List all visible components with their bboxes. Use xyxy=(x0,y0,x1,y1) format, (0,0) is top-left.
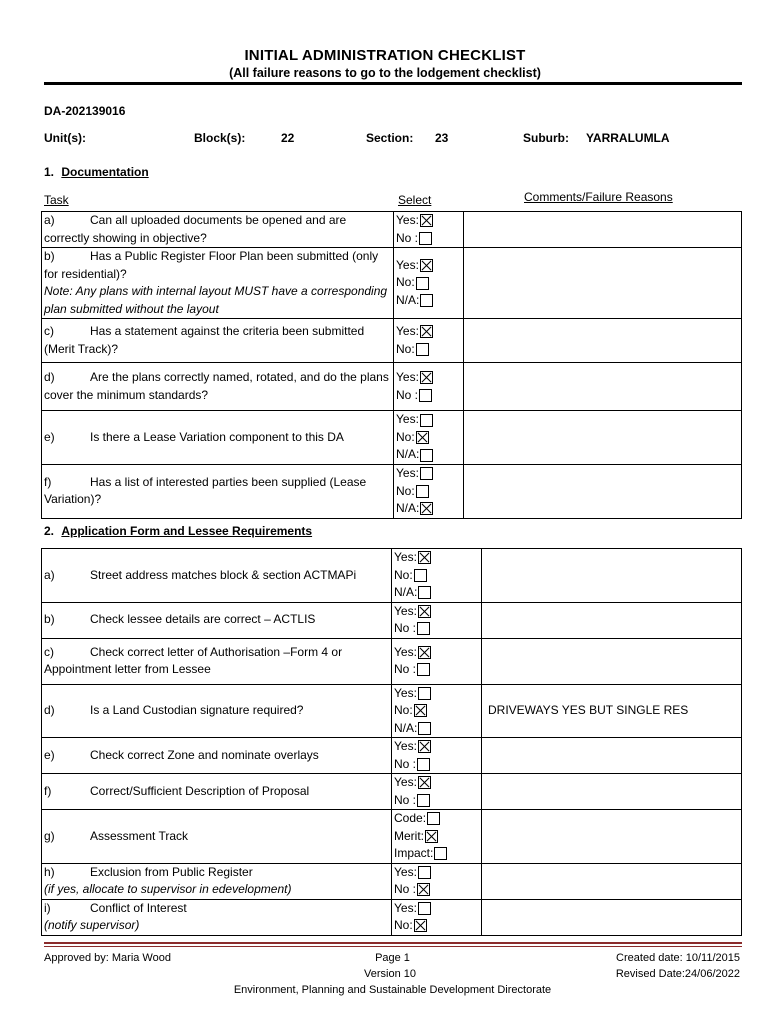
da-number: DA-202139016 xyxy=(44,104,126,118)
comment-cell[interactable] xyxy=(464,411,742,465)
select-cell xyxy=(394,319,464,363)
documentation-table xyxy=(41,211,742,519)
task-letter: b) xyxy=(44,249,55,263)
task-letter: f) xyxy=(44,783,52,798)
task-text: Assessment Track xyxy=(90,828,189,843)
option-label: Code: xyxy=(394,811,427,825)
option-label: Yes: xyxy=(396,412,419,427)
task-cell xyxy=(42,363,394,411)
checked-checkbox[interactable] xyxy=(414,704,427,717)
section1-title: Documentation xyxy=(61,165,149,179)
unchecked-checkbox[interactable] xyxy=(416,485,429,498)
option-label: No: xyxy=(396,429,415,444)
task-text: Conflict of Interest xyxy=(90,900,187,915)
option-label: Yes: xyxy=(394,739,417,753)
select-option xyxy=(394,620,481,638)
comment-cell[interactable] xyxy=(464,363,742,411)
select-option xyxy=(396,369,463,387)
page-number: Page 1 xyxy=(375,952,410,964)
checklist-row xyxy=(42,738,742,774)
select-option xyxy=(394,756,481,774)
task-text: Street address matches block & section ACTMAPi xyxy=(90,567,357,582)
option-label: No: xyxy=(396,341,415,356)
task-text: Check correct letter of Authorisation –Form 4 or Appointment letter from Lessee xyxy=(44,644,343,676)
checklist-row xyxy=(42,863,742,899)
task-text: Is a Land Custodian signature required? xyxy=(90,703,304,717)
option-label: N/A: xyxy=(396,447,420,462)
footer-rule-thin xyxy=(44,946,742,947)
task-text: Check correct Zone and nominate overlays xyxy=(90,747,319,762)
select-option xyxy=(396,429,463,447)
select-option xyxy=(394,900,481,918)
footer-rule xyxy=(44,942,742,944)
created-date: Created date: 10/11/2015 xyxy=(616,952,740,964)
select-option xyxy=(394,881,481,899)
checked-checkbox[interactable] xyxy=(420,214,433,227)
task-text: Can all uploaded documents be opened and are correctly showing in objective? xyxy=(44,213,347,245)
document-subtitle: (All failure reasons to go to the lodgement checklist) xyxy=(229,66,541,80)
checklist-row xyxy=(42,319,742,363)
unchecked-checkbox[interactable] xyxy=(417,663,430,676)
option-label: No: xyxy=(394,567,413,582)
option-label: Yes: xyxy=(394,685,417,700)
option-label: Impact: xyxy=(394,846,434,860)
select-option xyxy=(396,323,463,341)
unchecked-checkbox[interactable] xyxy=(418,722,431,735)
select-option xyxy=(396,292,463,310)
checklist-row xyxy=(42,638,742,684)
task-cell xyxy=(42,638,392,684)
option-label: No : xyxy=(394,882,417,896)
task-text: Has a list of interested parties been supplied (Lease Variation)? xyxy=(44,474,367,507)
select-option xyxy=(396,483,463,501)
select-option xyxy=(394,864,481,882)
unchecked-checkbox[interactable] xyxy=(420,294,433,307)
select-option xyxy=(396,274,463,292)
option-label: Yes: xyxy=(396,213,419,227)
task-letter: a) xyxy=(44,567,55,582)
unchecked-checkbox[interactable] xyxy=(417,794,430,807)
comment-cell[interactable] xyxy=(482,899,742,935)
section-label: Section: xyxy=(366,131,414,145)
select-cell xyxy=(394,248,464,319)
task-cell xyxy=(42,549,392,603)
select-option xyxy=(394,661,481,679)
comment-cell[interactable] xyxy=(464,465,742,519)
task-letter: c) xyxy=(44,644,54,659)
option-label: Yes: xyxy=(394,550,417,564)
task-letter: d) xyxy=(44,703,55,717)
option-label: Yes: xyxy=(394,775,417,789)
select-cell xyxy=(394,411,464,465)
approved-by: Approved by: Maria Wood xyxy=(44,952,171,964)
task-letter: e) xyxy=(44,747,55,762)
select-cell xyxy=(394,363,464,411)
comment-cell[interactable] xyxy=(482,549,742,603)
suburb-value: YARRALUMLA xyxy=(586,131,670,145)
task-note: (if yes, allocate to supervisor in edevelopment) xyxy=(44,882,292,896)
checked-checkbox[interactable] xyxy=(414,919,427,932)
task-cell xyxy=(42,319,394,363)
select-option xyxy=(396,411,463,429)
checked-checkbox[interactable] xyxy=(418,776,431,789)
comment-cell[interactable] xyxy=(464,212,742,248)
version: Version 10 xyxy=(364,968,416,980)
checklist-row xyxy=(42,248,742,319)
checked-checkbox[interactable] xyxy=(418,551,431,564)
title-rule xyxy=(44,82,742,85)
select-option xyxy=(394,774,481,792)
option-label: No : xyxy=(396,387,419,402)
task-cell xyxy=(42,248,394,319)
unchecked-checkbox[interactable] xyxy=(434,847,447,860)
checklist-row xyxy=(42,810,742,864)
select-option xyxy=(396,387,463,405)
unchecked-checkbox[interactable] xyxy=(418,902,431,915)
select-cell xyxy=(392,738,482,774)
checklist-row xyxy=(42,465,742,519)
col-select-header: Select xyxy=(398,193,432,207)
option-label: No: xyxy=(394,703,413,717)
select-cell xyxy=(392,810,482,864)
unchecked-checkbox[interactable] xyxy=(417,758,430,771)
task-cell xyxy=(42,738,392,774)
select-option xyxy=(396,257,463,275)
checked-checkbox[interactable] xyxy=(420,259,433,272)
comment-cell[interactable] xyxy=(482,602,742,638)
task-letter: e) xyxy=(44,429,55,444)
task-letter: i) xyxy=(44,900,51,915)
task-note: (notify supervisor) xyxy=(44,918,140,932)
unchecked-checkbox[interactable] xyxy=(420,449,433,462)
option-label: N/A: xyxy=(394,720,418,735)
select-cell xyxy=(392,774,482,810)
task-text: Are the plans correctly named, rotated, and do the plans cover the minimum standards? xyxy=(44,370,389,402)
checklist-row xyxy=(42,899,742,935)
blocks-value: 22 xyxy=(281,131,295,145)
unchecked-checkbox[interactable] xyxy=(420,467,433,480)
option-label: Yes: xyxy=(396,257,419,272)
comment-cell[interactable] xyxy=(482,810,742,864)
task-cell xyxy=(42,602,392,638)
select-cell xyxy=(392,899,482,935)
task-cell xyxy=(42,684,392,738)
option-label: N/A: xyxy=(396,292,420,307)
comment-cell[interactable] xyxy=(482,774,742,810)
task-text: Check lessee details are correct – ACTLIS xyxy=(90,612,316,627)
task-letter: g) xyxy=(44,828,55,843)
task-letter: c) xyxy=(44,324,54,338)
unchecked-checkbox[interactable] xyxy=(416,277,429,290)
application-rows xyxy=(42,549,742,936)
task-letter: f) xyxy=(44,474,52,489)
units-label: Unit(s): xyxy=(44,131,86,145)
task-text: Is there a Lease Variation component to this DA xyxy=(90,429,344,444)
select-option xyxy=(394,845,481,863)
comment-cell[interactable] xyxy=(482,738,742,774)
unchecked-checkbox[interactable] xyxy=(418,586,431,599)
task-cell xyxy=(42,863,392,899)
task-cell xyxy=(42,810,392,864)
select-cell xyxy=(392,602,482,638)
select-option xyxy=(396,500,463,518)
comment-cell[interactable] xyxy=(482,638,742,684)
select-option xyxy=(396,446,463,464)
section2-number: 2. xyxy=(44,524,55,538)
task-text: Has a statement against the criteria been submitted (Merit Track)? xyxy=(44,324,365,356)
task-letter: h) xyxy=(44,864,55,879)
col-comments-header: Comments/Failure Reasons xyxy=(524,190,673,204)
option-label: Yes: xyxy=(394,864,417,879)
checklist-row xyxy=(42,774,742,810)
option-label: N/A: xyxy=(396,501,420,515)
select-option xyxy=(394,702,481,720)
task-cell xyxy=(42,899,392,935)
checked-checkbox[interactable] xyxy=(425,830,438,843)
option-label: No : xyxy=(394,621,417,635)
checked-checkbox[interactable] xyxy=(416,431,429,444)
select-cell xyxy=(392,863,482,899)
checklist-row xyxy=(42,212,742,248)
section1-number: 1. xyxy=(44,165,55,179)
option-label: No : xyxy=(394,662,417,676)
select-option xyxy=(396,341,463,359)
unchecked-checkbox[interactable] xyxy=(427,812,440,825)
option-label: No : xyxy=(394,756,417,771)
unchecked-checkbox[interactable] xyxy=(414,569,427,582)
select-cell xyxy=(392,684,482,738)
option-label: No: xyxy=(394,918,413,932)
task-letter: d) xyxy=(44,370,55,384)
col-task-header: Task xyxy=(44,193,69,207)
task-letter: a) xyxy=(44,213,55,227)
select-option xyxy=(394,549,481,567)
checked-checkbox[interactable] xyxy=(418,646,431,659)
select-option xyxy=(394,810,481,828)
documentation-rows xyxy=(42,212,742,519)
select-cell xyxy=(392,549,482,603)
select-option xyxy=(394,738,481,756)
option-label: Yes: xyxy=(394,644,417,659)
option-label: N/A: xyxy=(394,585,418,599)
select-option xyxy=(394,644,481,662)
select-option xyxy=(396,465,463,483)
comment-cell[interactable]: DRIVEWAYS YES BUT SINGLE RES xyxy=(482,684,742,738)
checklist-row xyxy=(42,684,742,738)
checked-checkbox[interactable] xyxy=(418,605,431,618)
checked-checkbox[interactable] xyxy=(420,502,433,515)
application-table xyxy=(41,548,742,936)
checked-checkbox[interactable] xyxy=(417,883,430,896)
option-label: Yes: xyxy=(394,603,417,618)
blocks-label: Block(s): xyxy=(194,131,246,145)
suburb-label: Suburb: xyxy=(523,131,569,145)
comment-cell[interactable] xyxy=(482,863,742,899)
comment-cell[interactable] xyxy=(464,319,742,363)
select-cell xyxy=(392,638,482,684)
unchecked-checkbox[interactable] xyxy=(420,414,433,427)
section1-heading xyxy=(44,165,149,179)
comment-cell[interactable] xyxy=(464,248,742,319)
task-text: Exclusion from Public Register xyxy=(90,864,253,879)
select-option xyxy=(394,584,481,602)
task-cell xyxy=(42,411,394,465)
option-label: Yes: xyxy=(396,324,419,338)
section-value: 23 xyxy=(435,131,449,145)
select-option xyxy=(394,685,481,703)
task-letter: b) xyxy=(44,612,55,627)
option-label: Merit: xyxy=(394,828,424,843)
unchecked-checkbox[interactable] xyxy=(416,343,429,356)
task-cell xyxy=(42,212,394,248)
select-option xyxy=(396,212,463,230)
task-cell xyxy=(42,465,394,519)
checked-checkbox[interactable] xyxy=(420,371,433,384)
select-cell xyxy=(394,212,464,248)
select-option xyxy=(394,828,481,846)
select-option xyxy=(394,917,481,935)
checklist-row xyxy=(42,411,742,465)
revised-date: Revised Date:24/06/2022 xyxy=(615,968,740,980)
directorate: Environment, Planning and Sustainable Development Directorate xyxy=(233,984,552,996)
document-title: INITIAL ADMINISTRATION CHECKLIST xyxy=(244,47,526,64)
option-label: No : xyxy=(396,230,419,245)
checked-checkbox[interactable] xyxy=(420,325,433,338)
task-text: Correct/Sufficient Description of Proposal xyxy=(90,783,310,798)
select-option xyxy=(394,792,481,810)
option-label: No: xyxy=(396,275,415,290)
option-label: Yes: xyxy=(394,900,417,915)
unchecked-checkbox[interactable] xyxy=(418,866,431,879)
select-option xyxy=(396,230,463,248)
option-label: Yes: xyxy=(396,370,419,384)
unchecked-checkbox[interactable] xyxy=(417,622,430,635)
option-label: No: xyxy=(396,483,415,498)
section2-title: Application Form and Lessee Requirements xyxy=(61,524,313,538)
checklist-row xyxy=(42,602,742,638)
option-label: Yes: xyxy=(396,466,419,480)
select-option xyxy=(394,603,481,621)
unchecked-checkbox[interactable] xyxy=(419,389,432,402)
task-note: Note: Any plans with internal layout MUST have a corresponding plan submitted without the layout xyxy=(44,284,388,316)
task-cell xyxy=(42,774,392,810)
option-label: No : xyxy=(394,792,417,807)
select-cell xyxy=(394,465,464,519)
select-option xyxy=(394,567,481,585)
unchecked-checkbox[interactable] xyxy=(418,687,431,700)
task-text: Has a Public Register Floor Plan been submitted (only for residential)? xyxy=(44,249,379,281)
checked-checkbox[interactable] xyxy=(418,740,431,753)
checklist-row xyxy=(42,363,742,411)
checklist-row xyxy=(42,549,742,603)
unchecked-checkbox[interactable] xyxy=(419,232,432,245)
section2-heading xyxy=(44,524,312,538)
select-option xyxy=(394,720,481,738)
